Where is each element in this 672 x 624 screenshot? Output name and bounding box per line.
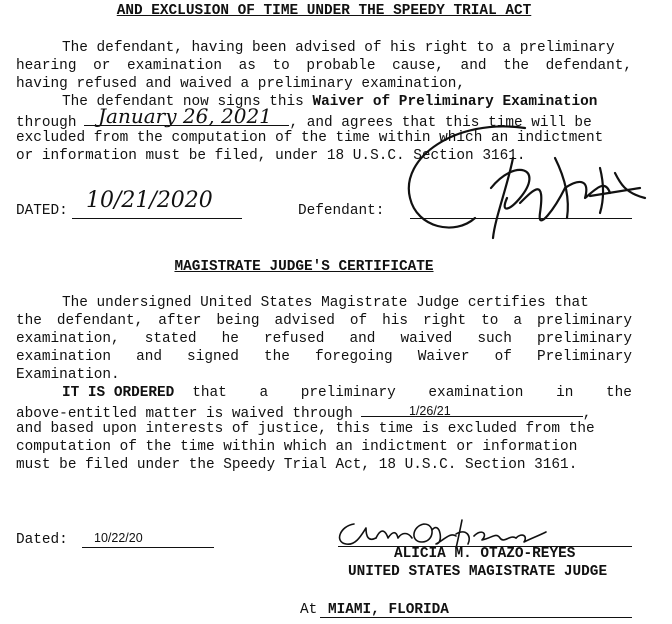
waiver-p1-line1: The defendant, having been advised of his right to a preliminary	[62, 40, 615, 56]
cert-p1-line1: The undersigned United States Magistrate Judge certifies that	[62, 295, 589, 311]
cert-word-the: the	[606, 385, 632, 401]
waiver-dated-label: DATED:	[16, 203, 68, 219]
cert-p1-line4: examination and signed the foregoing Waiver of Preliminary	[16, 349, 632, 365]
cert-p2-line1-rest	[192, 384, 632, 402]
through-date-handwritten: January 26, 2021	[98, 104, 272, 128]
cert-word-that: that	[192, 385, 227, 401]
defendant-signature-icon	[395, 118, 655, 248]
cert-p2-line2-comma: ,	[582, 406, 592, 422]
through-label: through	[16, 115, 77, 131]
cert-word-examination: examination	[428, 385, 524, 401]
waiver-p2-line1-text: The defendant now signs this	[62, 94, 313, 110]
waiver-dated-handwritten: 10/21/2020	[86, 188, 213, 213]
waiver-p2-line2-text: , and agrees that this time will be	[289, 115, 592, 131]
waiver-p1-line2: hearing or examination as to probable cause, and the defendant,	[16, 58, 632, 74]
it-is-ordered: IT IS ORDERED	[62, 385, 175, 401]
at-label: At	[300, 602, 318, 618]
cert-p2-line4: computation of the time within which an indictment or information	[16, 439, 578, 455]
document-title: AND EXCLUSION OF TIME UNDER THE SPEEDY TRIAL ACT	[116, 3, 532, 19]
judge-title: UNITED STATES MAGISTRATE JUDGE	[348, 564, 608, 580]
waiver-p2-line4: or information must be filed, under 18 U.S.C. Section 3161.	[16, 148, 526, 164]
cert-waived-date: 1/26/21	[409, 404, 451, 418]
cert-waived-date-blank	[361, 402, 583, 417]
certificate-heading: MAGISTRATE JUDGE'S CERTIFICATE	[174, 259, 434, 275]
location-value: MIAMI, FLORIDA	[328, 602, 449, 618]
cert-p2-line5: must be filed under the Speedy Trial Act, 18 U.S.C. Section 3161.	[16, 457, 578, 473]
cert-dated-value: 10/22/20	[94, 531, 143, 545]
cert-word-a: a	[259, 385, 269, 401]
cert-word-preliminary: preliminary	[300, 385, 396, 401]
cert-p2-line1	[16, 384, 632, 402]
cert-p1-line3: examination, stated he refused and waived such preliminary	[16, 331, 632, 347]
waiver-title-bold: Waiver of Preliminary Examination	[312, 94, 598, 110]
cert-dated-label: Dated:	[16, 532, 68, 548]
defendant-label: Defendant:	[298, 203, 385, 219]
cert-p1-line2: the defendant, after being advised of his right to a preliminary	[16, 313, 632, 329]
waiver-p1-line3: having refused and waived a preliminary examination,	[16, 76, 466, 92]
cert-word-in: in	[556, 385, 574, 401]
judge-name: ALICIA M. OTAZO-REYES	[394, 546, 576, 562]
waiver-p2-line3: excluded from the computation of the time within which an indictment	[16, 130, 604, 146]
cert-p2-line3: and based upon interests of justice, this time is excluded from the	[16, 421, 595, 437]
cert-p2-line2-text: above-entitled matter is waived through	[16, 406, 353, 422]
cert-p1-line5: Examination.	[16, 367, 120, 383]
